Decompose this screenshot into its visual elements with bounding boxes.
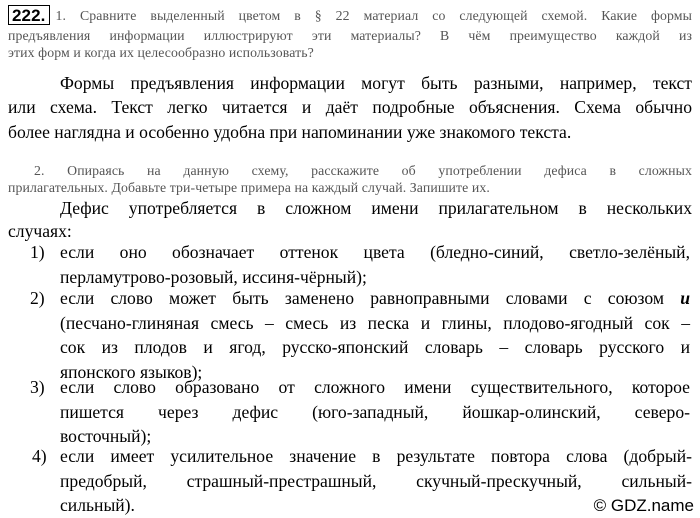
list-item-2-line-2: (песчано-глиняная смесь – смесь из песка и глины, плодово-ягодный сок – xyxy=(60,312,690,333)
answer-2-intro-first xyxy=(60,196,692,221)
list-item-4-line-3: сильный). xyxy=(60,495,135,516)
list-item-3-body xyxy=(60,375,690,449)
list-item-4-line-2: предобрый, страшный-престрашный, скучный-прескучный, сильный- xyxy=(60,470,692,491)
list-item-2-line-3: сок из плодов и ягод, русско-японский словарь – словарь русского и xyxy=(60,337,690,358)
list-item-3-line-3: восточный); xyxy=(60,426,152,447)
task-1-text xyxy=(8,7,692,61)
watermark: © GDZ.name xyxy=(593,496,694,515)
answer-1-rest xyxy=(8,95,692,144)
answer-1-first-line xyxy=(60,71,692,96)
list-item-1-marker: 1) xyxy=(30,242,45,262)
list-item-2-line-1 xyxy=(60,286,690,311)
answer-1-line-1: Формы предъявления информации могут быть разными, например, текст xyxy=(60,73,692,93)
conjunction-i: и xyxy=(680,288,691,308)
list-item-2-line-4: японского языков); xyxy=(60,361,203,382)
task-2-line-1: 2. Опираясь на данную схему, расскажите об употреблении дефиса в сложных xyxy=(34,163,692,178)
task-1-line-1 xyxy=(8,7,692,27)
answer-1-line-2: или схема. Текст легко читается и даёт подробные объяснения. Схема обычно xyxy=(8,97,692,117)
list-item-4-line-1: если имеет усилительное значение в результате повтора слова (добрый- xyxy=(60,446,692,466)
answer-2-intro-line-2: случаях: xyxy=(8,221,72,241)
list-item-1-line-1: если оно обозначает оттенок цвета (бледно-синий, светло-зелёный, xyxy=(60,242,690,262)
task-number: 222. xyxy=(8,5,50,25)
answer-1-line-3: более наглядна и особенно удобна при напоминании уже знакомого текста. xyxy=(8,121,572,142)
task-1-line-1-text: 1. Сравните выделенный цветом в § 22 материал со следующей схемой. Какие формы xyxy=(55,8,692,23)
list-item-3-line-1: если слово образовано от сложного имени существительного, которое xyxy=(60,377,690,397)
answer-2-intro-line-1: Дефис употребляется в сложном имени прилагательном в нескольких xyxy=(60,198,692,218)
list-item-4-marker: 4) xyxy=(32,446,47,466)
task-2-text xyxy=(8,162,692,196)
task-2-line-2: прилагательных. Добавьте три-четыре примера на каждый случай. Запишите их. xyxy=(8,180,490,195)
list-item-1-line-2: перламутрово-розовый, иссиня-чёрный); xyxy=(60,266,367,287)
task-1-line-2: предъявления информации иллюстрируют эти материалы? В чём преимущество каждой из xyxy=(8,28,692,43)
list-item-3-marker: 3) xyxy=(30,377,45,397)
list-item-2-body xyxy=(60,286,690,384)
list-item-2-line-1-text: если слово может быть заменено равноправными словами с союзом xyxy=(60,288,664,308)
list-item-3-line-2: пишется через дефис (юго-западный, йошкар-олинский, северо- xyxy=(60,401,690,422)
task-1-line-3: этих форм и когда их целесообразно использовать? xyxy=(8,45,314,60)
list-item-1-body xyxy=(60,240,690,289)
list-item-2-marker: 2) xyxy=(30,288,45,308)
